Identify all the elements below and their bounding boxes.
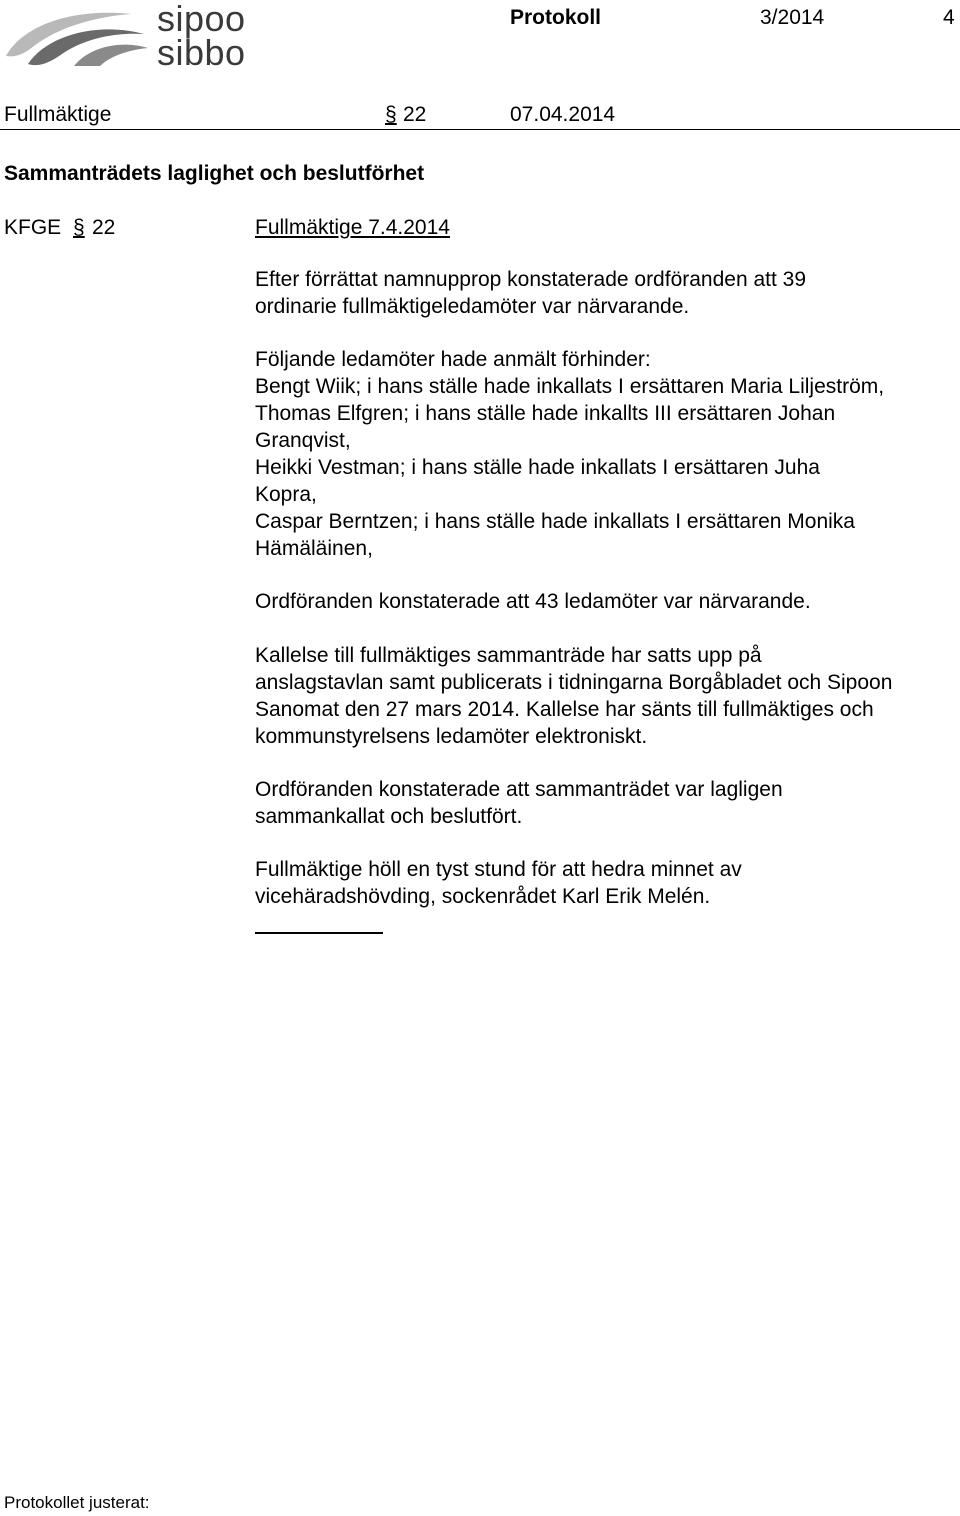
header-body: Fullmäktige [4,103,112,126]
text-line: Bengt Wiik; i hans ställe hade inkallats I ersättaren Maria Liljeström, [255,375,885,398]
paragraph-absences [255,346,884,562]
paragraph-memorial [255,856,742,910]
ref-section-symbol: § [73,216,85,239]
text-line: ordinarie fullmäktigeledamöter var närvarande. [255,295,690,318]
ref-number: 22 [92,216,116,239]
page-title: Sammanträdets laglighet och beslutförhet [4,162,425,185]
logo-line-2: sibbo [157,32,246,73]
section-number: 22 [403,103,427,126]
text-line: Kallelse till fullmäktiges sammanträde har satts upp på [255,644,762,667]
protocol-number: 3/2014 [760,6,825,29]
text-line: Thomas Elfgren; i hans ställe hade inkallts III ersättaren Johan [255,402,836,425]
paragraph-attendance [255,588,811,615]
paragraph-notice [255,642,892,750]
page-number: 4 [943,6,955,29]
text-line: anslagstavlan samt publicerats i tidningarna Borgåbladet och Sipoon [255,671,893,694]
header-divider [0,129,960,130]
section-symbol: § [385,103,397,126]
footer-verified-label: Protokollet justerat: [4,1493,150,1512]
logo-line-1: sipoo [157,0,246,39]
section-end-rule [255,932,383,934]
ref-meeting: Fullmäktige 7.4.2014 [255,216,450,239]
text-line: kommunstyrelsens ledamöter elektroniskt. [255,725,648,748]
paragraph-quorum [255,776,783,830]
text-line: Följande ledamöter hade anmält förhinder: [255,348,651,371]
text-line: Kopra, [255,483,317,506]
text-line: vicehäradshövding, sockenrådet Karl Erik Melén. [255,885,711,908]
logo-wordmark [157,0,246,73]
text-line: sammankallat och beslutfört. [255,805,523,828]
text-line: Ordföranden konstaterade att 43 ledamöter var närvarande. [255,590,811,613]
doc-type: Protokoll [510,6,602,29]
text-line: Caspar Berntzen; i hans ställe hade inkallats I ersättaren Monika [255,510,855,533]
ref-code: KFGE [4,216,62,239]
text-line: Fullmäktige höll en tyst stund för att hedra minnet av [255,858,742,881]
text-line: Granqvist, [255,429,351,452]
text-line: Sanomat den 27 mars 2014. Kallelse har sänts till fullmäktiges och [255,698,874,721]
sipoo-sibbo-logo-icon [4,4,150,70]
paragraph-roll-call [255,266,806,320]
text-line: Hämäläinen, [255,537,373,560]
text-line: Efter förrättat namnupprop konstaterade ordföranden att 39 [255,268,807,291]
header-date: 07.04.2014 [510,103,616,126]
text-line: Heikki Vestman; i hans ställe hade inkallats I ersättaren Juha [255,456,820,479]
text-line: Ordföranden konstaterade att sammanträdet var lagligen [255,778,783,801]
